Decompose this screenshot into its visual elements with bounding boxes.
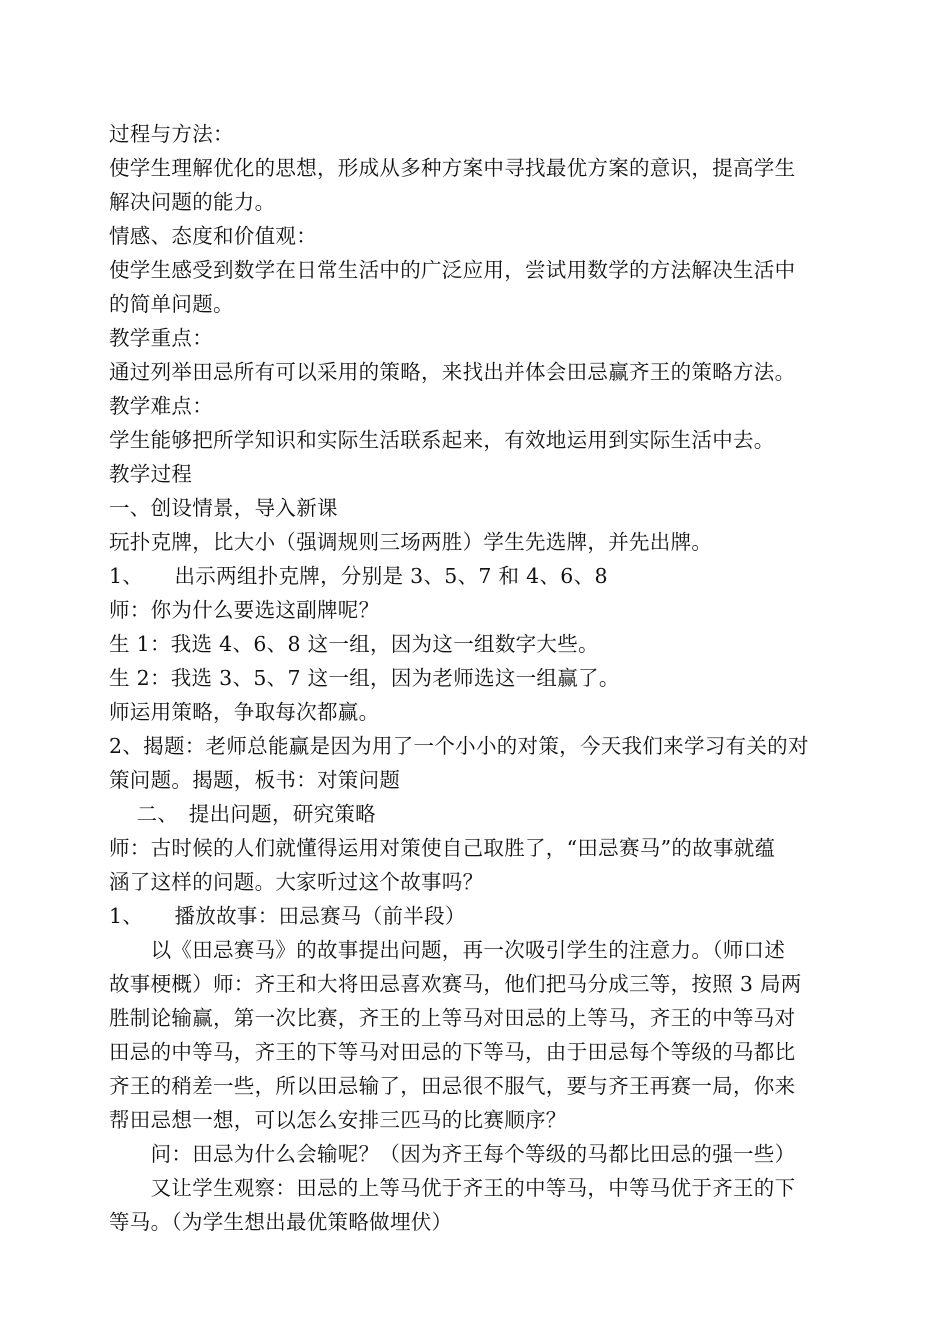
text-line: 二、 提出问题，研究策略 (109, 802, 376, 826)
text-line: 1、 出示两组扑克牌，分别是 3、5、7 和 4、6、8 (109, 564, 608, 588)
text-line: 故事梗概）师：齐王和大将田忌喜欢赛马，他们把马分成三等，按照 3 局两 (109, 972, 802, 996)
text-line: 涵了这样的问题。大家听过这个故事吗？ (109, 870, 484, 894)
text-line: 通过列举田忌所有可以采用的策略，来找出并体会田忌赢齐王的策略方法。 (109, 360, 796, 384)
text-line: 师运用策略，争取每次都赢。 (109, 700, 380, 724)
text-line: 帮田忌想一想，可以怎么安排三匹马的比赛顺序？ (109, 1108, 567, 1132)
text-line: 齐王的稍差一些，所以田忌输了，田忌很不服气，要与齐王再赛一局，你来 (109, 1074, 796, 1098)
text-line: 又让学生观察：田忌的上等马优于齐王的中等马，中等马优于齐王的下 (109, 1176, 796, 1200)
text-line: 师：你为什么要选这副牌呢？ (109, 598, 380, 622)
text-line: 问：田忌为什么会输呢？（因为齐王每个等级的马都比田忌的强一些） (109, 1142, 796, 1166)
text-line: 生 1：我选 4、6、8 这一组，因为这一组数字大些。 (109, 632, 599, 656)
text-line: 过程与方法： (109, 122, 234, 146)
text-line: 教学过程 (109, 462, 193, 486)
text-line: 2、揭题：老师总能赢是因为用了一个小小的对策，今天我们来学习有关的对 (109, 734, 809, 758)
text-line: 使学生理解优化的思想，形成从多种方案中寻找最优方案的意识，提高学生 (109, 156, 796, 180)
text-line: 等马。（为学生想出最优策略做埋伏） (109, 1210, 453, 1234)
text-line: 解决问题的能力。 (109, 190, 276, 214)
text-line: 教学重点： (109, 326, 213, 350)
text-line: 学生能够把所学知识和实际生活联系起来，有效地运用到实际生活中去。 (109, 428, 775, 452)
text-line: 玩扑克牌，比大小（强调规则三场两胜）学生先选牌，并先出牌。 (109, 530, 713, 554)
text-line: 的简单问题。 (109, 292, 234, 316)
text-line: 一、创设情景，导入新课 (109, 496, 338, 520)
text-line: 情感、态度和价值观： (109, 224, 317, 248)
text-line: 使学生感受到数学在日常生活中的广泛应用，尝试用数学的方法解决生活中 (109, 258, 796, 282)
text-line: 师：古时候的人们就懂得运用对策使自己取胜了，“田忌赛马”的故事就蕴 (109, 836, 776, 860)
text-line: 1、 播放故事：田忌赛马（前半段） (109, 904, 466, 928)
text-line: 教学难点： (109, 394, 213, 418)
text-line: 田忌的中等马，齐王的下等马对田忌的下等马，由于田忌每个等级的马都比 (109, 1040, 796, 1064)
text-line: 胜制论输赢，第一次比赛，齐王的上等马对田忌的上等马，齐王的中等马对 (109, 1006, 796, 1030)
text-line: 生 2：我选 3、5、7 这一组，因为老师选这一组赢了。 (109, 666, 620, 690)
text-line: 策问题。揭题，板书：对策问题 (109, 768, 401, 792)
text-line: 以《田忌赛马》的故事提出问题，再一次吸引学生的注意力。（师口述 (109, 938, 786, 962)
